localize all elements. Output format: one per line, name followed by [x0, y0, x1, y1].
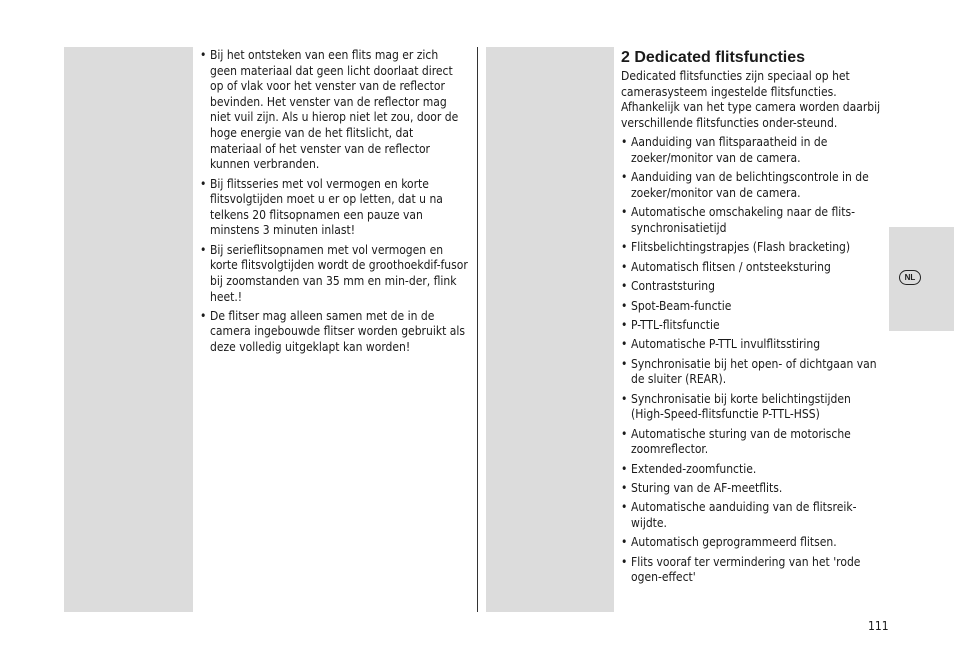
functions-bullet-list: [621, 135, 883, 586]
list-item: • Contraststuring: [621, 279, 883, 295]
middle-margin-bar: [486, 47, 614, 612]
list-item: • Spot-Beam-functie: [621, 299, 883, 315]
list-item: • P-TTL-flitsfunctie: [621, 318, 883, 334]
right-column: [621, 48, 883, 590]
left-column: [200, 48, 468, 359]
list-item: • Aanduiding van de belichtingscontrole in de zoeker/monitor van de camera.: [621, 170, 883, 201]
list-item: • Flitsbelichtingstrapjes (Flash bracketing): [621, 240, 883, 256]
list-item: • Extended-zoomfunctie.: [621, 462, 883, 478]
page-number: 111: [868, 619, 889, 633]
list-item: • Automatische omschakeling naar de flits-synchronisatietijd: [621, 205, 883, 236]
column-divider: [477, 47, 478, 612]
list-item: • De flitser mag alleen samen met de in de camera ingebouwde flitser worden gebruikt als deze volledig uitgeklapt kan worden!: [200, 309, 468, 356]
list-item: • Flits vooraf ter vermindering van het 'rode ogen-effect': [621, 555, 883, 586]
list-item: • Automatisch geprogrammeerd flitsen.: [621, 535, 883, 551]
language-badge: NL: [899, 270, 921, 285]
language-tab: [889, 227, 954, 331]
left-margin-bar: [64, 47, 193, 612]
list-item: • Sturing van de AF-meetflits.: [621, 481, 883, 497]
list-item: • Bij het ontsteken van een flits mag er zich geen materiaal dat geen licht doorlaat direct op of vlak voor het venster van de reflector bevinden. Het venster van de reflector mag niet vuil zijn. Als u hierop niet let zou, door de hoge energie van de het flitslicht, dat materiaal of het venster van de reflector kunnen verbranden.: [200, 48, 468, 173]
list-item: • Bij serieflitsopnamen met vol vermogen en korte flitsvolgtijden wordt de groothoekdif-fusor bij zoomstanden van 35 mm en min-der, flink heet.!: [200, 243, 468, 305]
section-title: 2 Dedicated flitsfuncties: [621, 49, 806, 66]
intro-paragraph: Dedicated flitsfuncties zijn speciaal op het camerasysteem ingestelde flitsfuncties. Afhankelijk van het type camera worden daarbij verschillende flitsfuncties onder-steund.: [621, 69, 881, 130]
list-item: • Bij flitsseries met vol vermogen en korte flitsvolgtijden moet u er op letten, dat u na telkens 20 flitsopnamen een pauze van minstens 3 minuten inlast!: [200, 177, 468, 239]
list-item: • Automatisch flitsen / ontsteeksturing: [621, 260, 883, 276]
safety-bullet-list: [200, 48, 468, 356]
list-item: • Automatische aanduiding van de flitsreik-wijdte.: [621, 500, 883, 531]
list-item: • Synchronisatie bij korte belichtingstijden (High-Speed-flitsfunctie P-TTL-HSS): [621, 392, 883, 423]
list-item: • Automatische P-TTL invulflitsstiring: [621, 337, 883, 353]
list-item: • Aanduiding van flitsparaatheid in de zoeker/monitor van de camera.: [621, 135, 883, 166]
list-item: • Synchronisatie bij het open- of dichtgaan van de sluiter (REAR).: [621, 357, 883, 388]
list-item: • Automatische sturing van de motorische zoomreflector.: [621, 427, 883, 458]
